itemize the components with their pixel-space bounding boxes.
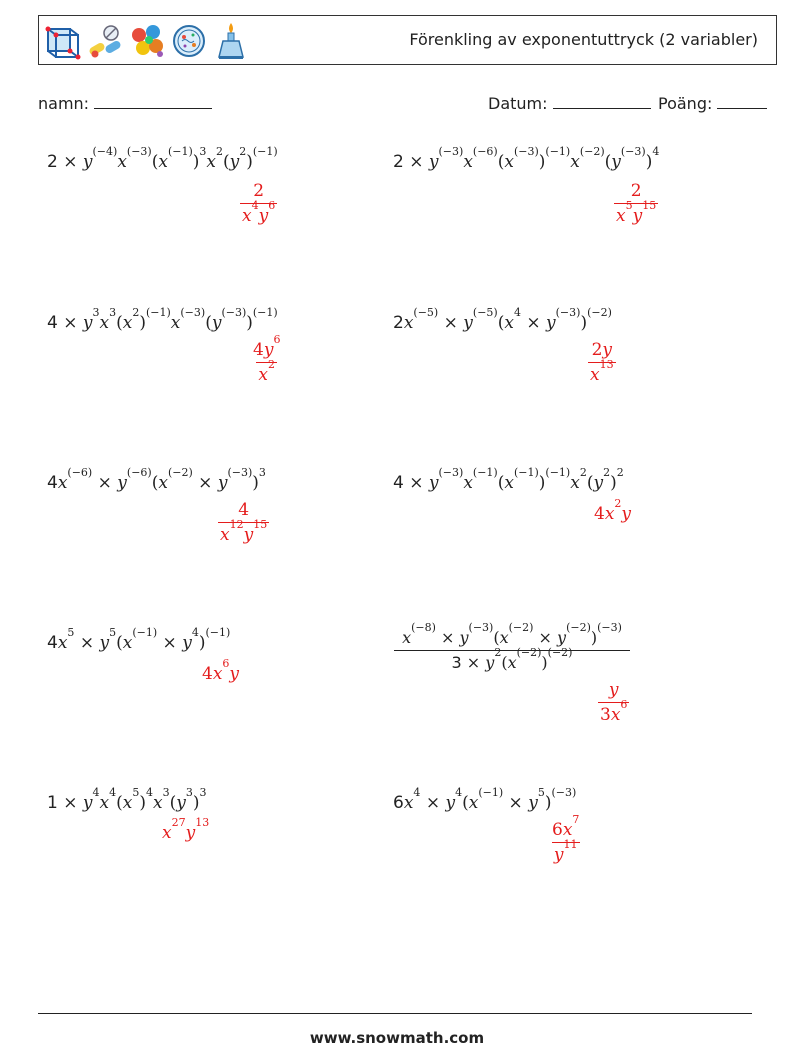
score-blank[interactable] (717, 94, 767, 109)
footer-divider (38, 1013, 752, 1014)
date-label: Datum: (488, 94, 548, 113)
problem-6-expression: $4 \times y^{(-3)}x^{(-1)}(x^{(-1)})^{(-1)}x^2(y^2)^2$ (393, 466, 624, 493)
problem-6-answer: $4x^2y$ (594, 497, 632, 524)
header-icons (45, 20, 249, 62)
score-field[interactable] (658, 94, 767, 113)
name-blank[interactable] (94, 94, 212, 109)
date-field[interactable] (488, 94, 651, 113)
name-label: namn: (38, 94, 90, 113)
problem-4-expression: $2x^{(-5)} \times y^{(-5)}(x^4 \times y^{(-3)})^{(-2)}$ (393, 306, 612, 333)
cube-icon (45, 21, 81, 61)
problem-2-answer: $\frac{2}{x^5y^{15}}$ (616, 181, 657, 226)
problem-7-answer: $4x^6y$ (202, 657, 240, 684)
problem-5-answer: $\frac{4}{x^{12}y^{15}}$ (220, 500, 268, 545)
problem-8-answer: $\frac{y}{3x^6}$ (600, 680, 628, 725)
problem-4-answer: $\frac{2y}{x^{13}}$ (590, 340, 614, 385)
problem-1-expression: $2 \times y^{(-4)}x^{(-3)}(x^{(-1)})^3x^2(y^2)^{(-1)}$ (47, 145, 278, 172)
date-blank[interactable] (553, 94, 651, 109)
worksheet-title: Förenkling av exponentuttryck (2 variabler) (409, 30, 758, 49)
problem-9-expression: $1 \times y^4x^4(x^5)^4x^3(y^3)^3$ (47, 786, 207, 813)
petri-dish-icon (171, 21, 207, 61)
molecules-icon (129, 21, 165, 61)
problem-7-expression: $4x^5 \times y^5(x^{(-1)} \times y^4)^{(-1)}$ (47, 626, 231, 653)
bunsen-burner-icon (213, 21, 249, 61)
score-label: Poäng: (658, 94, 713, 113)
problem-5-expression: $4x^{(-6)} \times y^{(-6)}(x^{(-2)} \times y^{(-3)})^3$ (47, 466, 266, 493)
problem-2-expression: $2 \times y^{(-3)}x^{(-6)}(x^{(-3)})^{(-1)}x^{(-2)}(y^{(-3)})^4$ (393, 145, 660, 172)
problem-10-expression: $6x^4 \times y^4(x^{(-1)} \times y^5)^{(-3)}$ (393, 786, 577, 813)
problem-9-answer: $x^{27}y^{13}$ (162, 816, 210, 843)
worksheet-header (38, 15, 777, 65)
problem-1-answer: $\frac{2}{x^4y^6}$ (242, 181, 276, 226)
problem-10-answer: $\frac{6x^7}{y^{11}}$ (552, 813, 580, 865)
problem-3-answer: $\frac{4y^6}{x^2}$ (253, 333, 281, 385)
footer-url[interactable]: www.snowmath.com (309, 1029, 485, 1047)
pills-icon (87, 21, 123, 61)
problem-3-expression: $4 \times y^3x^3(x^2)^{(-1)}x^{(-3)}(y^{(-3)})^{(-1)}$ (47, 306, 278, 333)
name-field[interactable] (38, 94, 212, 113)
problem-8-expression: $\frac{x^{(-8)} \times y^{(-3)}(x^{(-2)} \times y^{(-2)})^{(-3)}}{3 \times y^2(x^{(-2)})^{(-2)}}$ (394, 628, 630, 672)
